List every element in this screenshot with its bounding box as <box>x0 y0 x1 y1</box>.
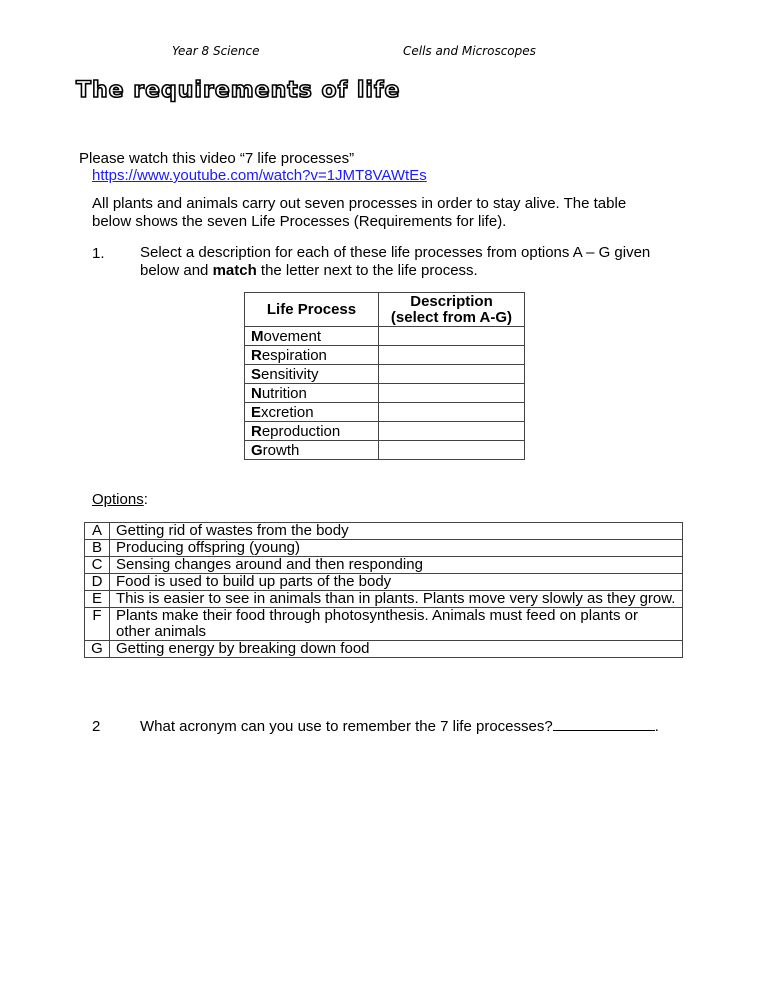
option-row: E This is easier to see in animals than in plants. Plants move very slowly as they grow. <box>85 591 683 608</box>
answer-cell[interactable] <box>379 327 525 346</box>
option-row: G Getting energy by breaking down food <box>85 641 683 658</box>
life-row: Nutrition <box>245 384 525 403</box>
video-link[interactable]: https://www.youtube.com/watch?v=1JMT8VAWtEs <box>92 167 427 184</box>
question-1-number: 1. <box>92 245 105 262</box>
match-bold: match <box>212 262 257 279</box>
answer-cell[interactable] <box>379 384 525 403</box>
life-row: Reproduction <box>245 422 525 441</box>
answer-cell[interactable] <box>379 365 525 384</box>
answer-cell[interactable] <box>379 422 525 441</box>
paragraph-line-1: All plants and animals carry out seven processes in order to stay alive. The table <box>92 195 627 212</box>
question-2-text: What acronym can you use to remember the 7 life processes? . <box>140 718 659 735</box>
header-topic: Cells and Microscopes <box>403 44 536 58</box>
options-label: Options: <box>92 491 148 508</box>
col-description: Description (select from A-G) <box>379 293 525 327</box>
header-subject: Year 8 Science <box>172 44 260 58</box>
life-process-table <box>244 292 525 460</box>
option-row: F Plants make their food through photosynthesis. Animals must feed on plants or other animals <box>85 608 683 641</box>
answer-cell[interactable] <box>379 403 525 422</box>
page-title: The requirements of life <box>76 78 401 103</box>
col-life-process: Life Process <box>245 293 379 327</box>
option-row: D Food is used to build up parts of the body <box>85 574 683 591</box>
intro-text: Please watch this video “7 life processes” <box>79 150 355 167</box>
life-row: Growth <box>245 441 525 460</box>
life-row: Excretion <box>245 403 525 422</box>
answer-cell[interactable] <box>379 441 525 460</box>
question-2-number: 2 <box>92 718 101 735</box>
question-1-line-2: below and match the letter next to the life process. <box>140 262 478 279</box>
life-row: Movement <box>245 327 525 346</box>
options-table <box>84 522 683 658</box>
answer-cell[interactable] <box>379 346 525 365</box>
option-row: B Producing offspring (young) <box>85 540 683 557</box>
paragraph-line-2: below shows the seven Life Processes (Requirements for life). <box>92 213 507 230</box>
life-row: Respiration <box>245 346 525 365</box>
option-row: C Sensing changes around and then responding <box>85 557 683 574</box>
question-1-line-1: Select a description for each of these life processes from options A – G given <box>140 244 651 261</box>
life-row: Sensitivity <box>245 365 525 384</box>
option-row: A Getting rid of wastes from the body <box>85 523 683 540</box>
answer-blank[interactable] <box>553 716 655 731</box>
